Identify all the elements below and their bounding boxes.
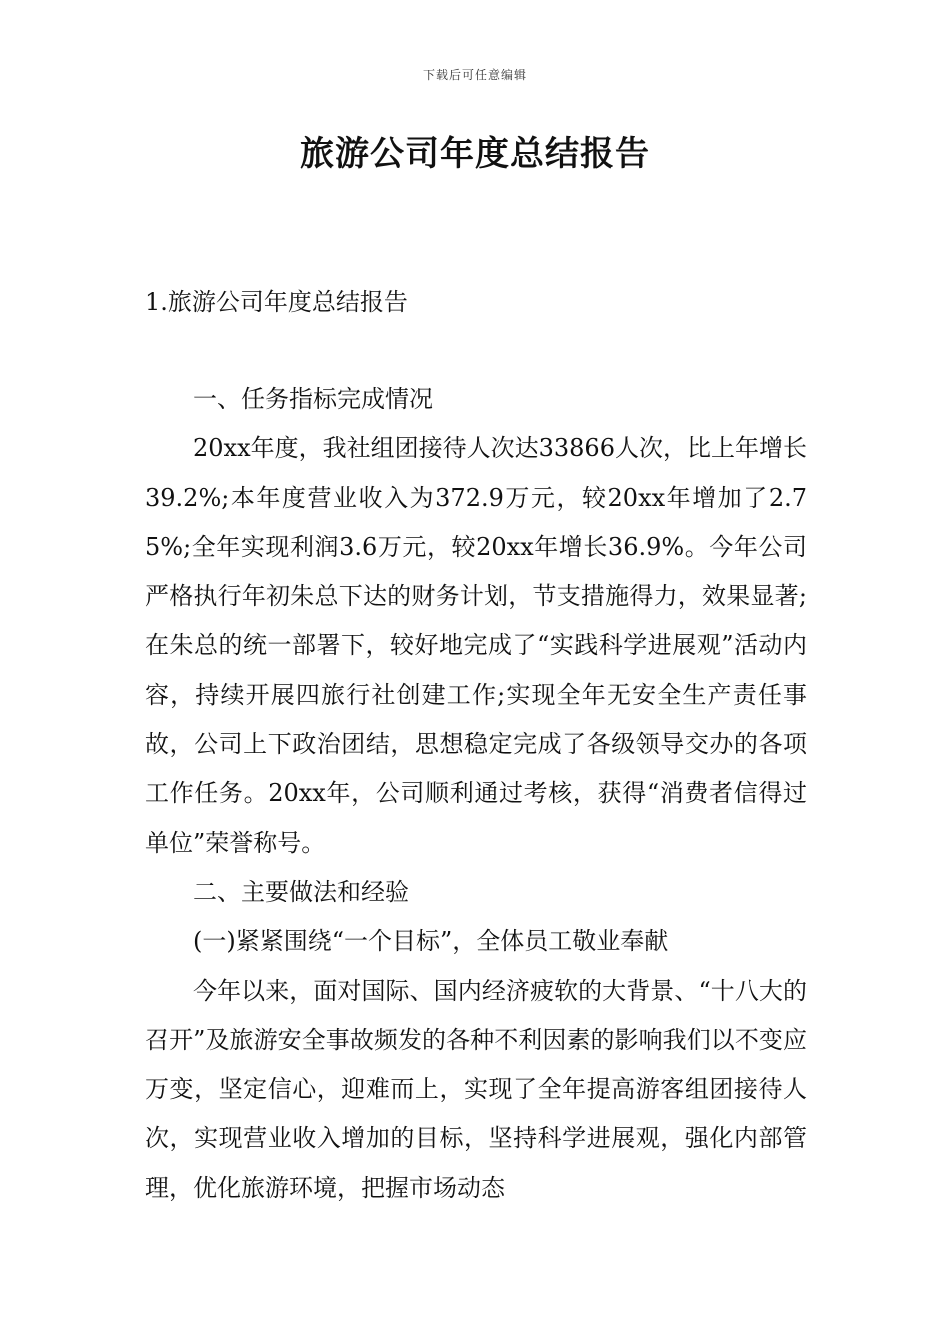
subheading-one-goal: (一)紧紧围绕“一个目标”，全体员工敬业奉献 <box>193 927 669 956</box>
heading-task-indicators: 一、任务指标完成情况 <box>193 385 433 413</box>
page-header-note: 下载后可任意编辑 <box>422 68 527 82</box>
paragraph-annual-results: 20xx年度，我社组团接待人次达33866人次，比上年增长39.2%;本年度营业收入为372.9万元，较20xx年增加了2.75%;全年实现利润3.6万元，较20xx年增长36.9%。今年公司严格执行年初朱总下达的财务计划，节支措施得力，效果显著;在朱总的统一部署下，较好地完成了“实践科学进展观”活动内容，持续开展四旅行社创建工作;实现全年无安全生产责任事故，公司上下政治团结，思想稳定完成了各级领导交办的各项工作任务。20xx年，公司顺利通过考核，获得“消费者信得过单位”荣誉称号。 <box>145 434 807 857</box>
document-title: 旅游公司年度总结报告 <box>300 134 650 174</box>
heading-main-practices: 二、主要做法和经验 <box>193 877 409 906</box>
document-body <box>145 375 807 1213</box>
paragraph-this-year: 今年以来，面对国际、国内经济疲软的大背景、“十八大的召开”及旅游安全事故频发的各种不利因素的影响我们以不变应万变，坚定信心，迎难而上，实现了全年提高游客组团接待人次，实现营业收入增加的目标，坚持科学进展观，强化内部管理，优化旅游环境，把握市场动态 <box>145 976 807 1202</box>
section-title: 1.旅游公司年度总结报告 <box>145 288 408 316</box>
